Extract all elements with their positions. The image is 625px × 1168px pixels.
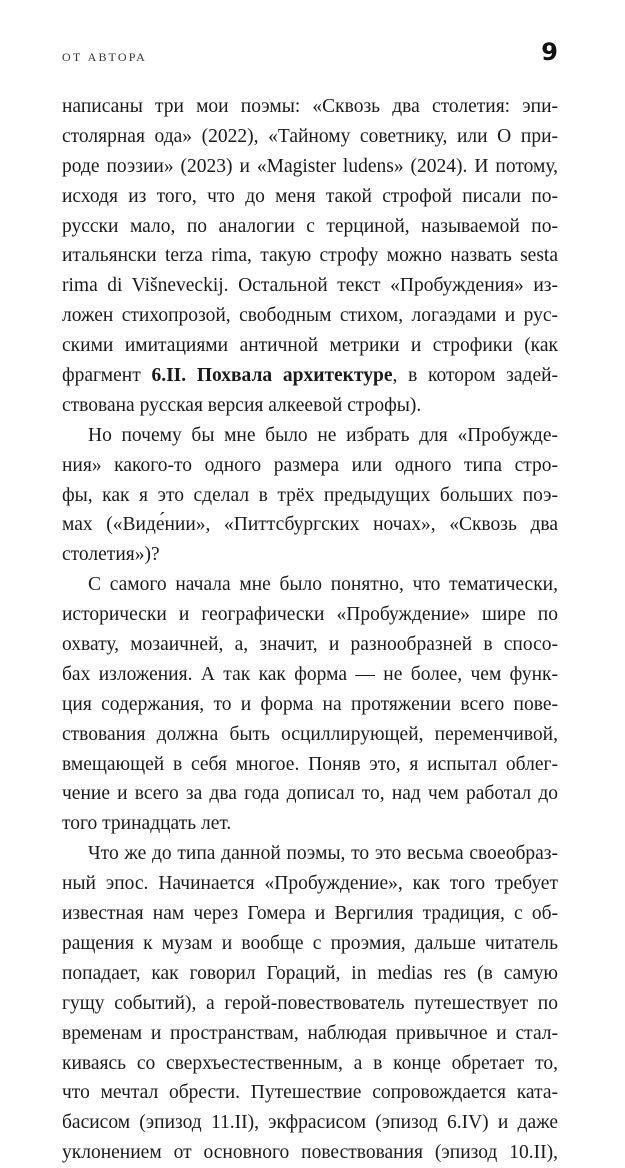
text-line: попадает, как говорил Гораций, in medias res (в самую [62,962,558,984]
text-line: rima di Višneveckij. Остальной текст «Пробуждения» из- [62,275,558,297]
text-line: роде поэзии» (2023) и «Magister ludens» (2024). И потому, [62,155,558,177]
page-number: 9 [541,38,558,66]
text-line: исторически и географически «Пробуждение» шире по [62,604,558,626]
text-segment: фрагмент [62,365,152,387]
text-line: гущу событий), а герой-повествователь путешествует по [62,992,558,1014]
text-line: ложен стихопрозой, свободным стихом, логаэдами и рус- [62,305,558,327]
text-line: охвату, мозаичней, а, значит, и разнообразней в спосо- [62,634,558,656]
text-line: чение и всего за два года дописал то, над чем работал до [62,783,558,805]
text-line: скими имитациями античной метрики и строфики (как [62,335,558,357]
text-line: ствования должна быть осциллирующей, переменчивой, [62,723,558,745]
paragraph-start-line: Но почему бы мне было не избрать для «Пробужде- [88,424,558,446]
text-line: вмещающей в себя многое. Поняв это, я испытал облег- [62,753,558,775]
paragraph-start-line: Что же до типа данной поэмы, то это весьма своеобраз- [88,843,558,865]
paragraph-start-line: С самого начала мне было понятно, что тематически, [88,574,558,596]
text-line: написаны три мои поэмы: «Сквозь два столетия: эпи- [62,96,558,117]
paragraph-end-line: столетия»)? [62,544,160,566]
paragraph-end-line: ствована русская версия алкеевой строфы). [62,394,422,416]
body-text [62,92,558,1168]
text-line: ния» какого-то одного размера или одного типа стро- [62,454,558,476]
text-line: киваясь со сверхъестественным, а в конце обретает то, [62,1052,558,1074]
text-line: итальянски terza rima, такую строфу можно назвать sesta [62,245,558,267]
text-line: что мечтал обрести. Путешествие сопровождается ката- [62,1082,558,1104]
text-line: уклонением от основного повествования (эпизод 10.II), [62,1142,558,1164]
text-line: известная нам через Гомера и Вергилия традиция, с об- [62,903,558,925]
text-line: фы, как я это сделал в трёх предыдущих больших поэ- [62,484,558,506]
paragraph-end-line: того тринадцать лет. [62,813,232,835]
text-line: столярная ода» (2022), «Тайному советнику, или О при- [62,125,558,147]
text-line-with-bold [62,361,558,391]
text-line: ция содержания, то и форма на протяжении всего пове- [62,693,558,715]
text-line: бах изложения. А так как форма — не более, чем функ- [62,663,558,685]
running-head: ОТ АВТОРА [62,50,147,64]
bold-fragment-title: 6.II. Похвала архитектуре [151,365,393,387]
text-line: басисом (эпизод 11.II), экфрасисом (эпизод 6.IV) и даже [62,1112,558,1134]
text-line: исходя из того, что до меня такой строфой писали по- [62,185,558,207]
text-line: мах («Виде́нии», «Питтсбургских ночах», «Сквозь два [62,514,558,536]
text-segment: , в котором задей- [392,365,558,387]
text-line: временам и пространствам, наблюдая привычное и стал- [62,1022,558,1044]
text-line: русски мало, по аналогии с терциной, называемой по- [62,215,558,237]
text-line: ращения к музам и вообще с проэмия, дальше читатель [62,932,558,954]
text-line: ный эпос. Начинается «Пробуждение», как того требует [62,873,558,895]
